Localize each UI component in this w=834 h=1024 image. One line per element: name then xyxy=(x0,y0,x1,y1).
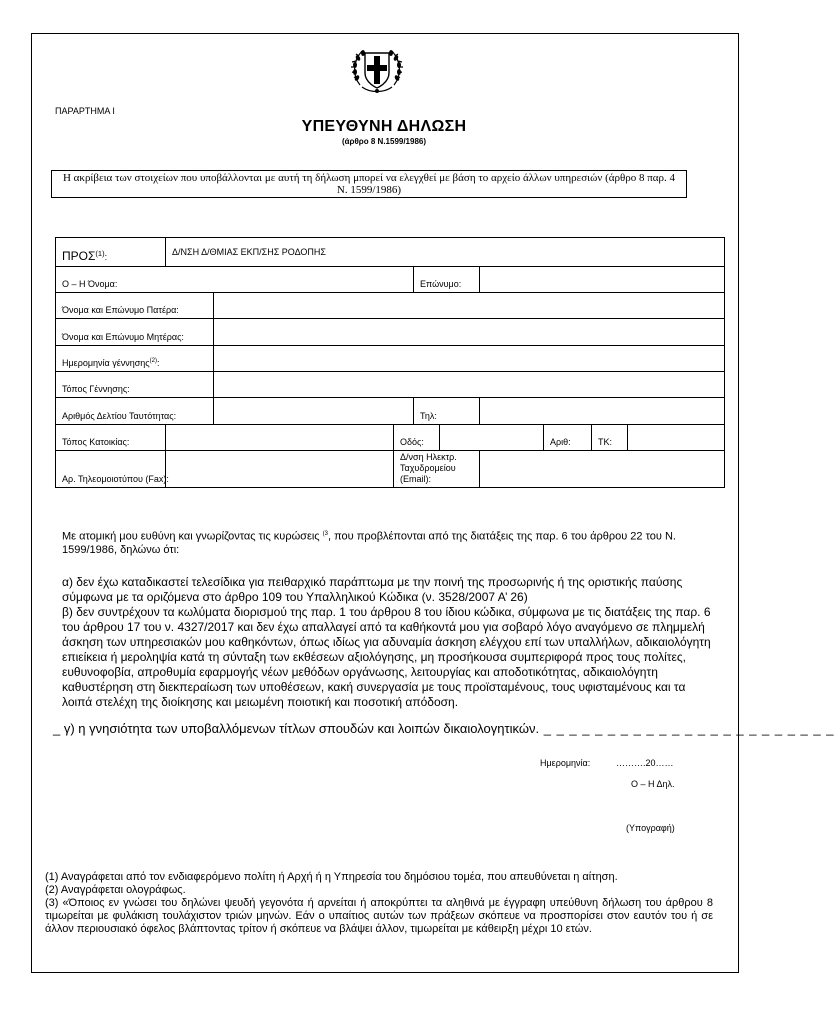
phone-label: Τηλ: xyxy=(414,398,480,425)
date-label: Ημερομηνία: xyxy=(540,758,591,768)
birth-date-label: Ημερομηνία γέννησης$^{(2)}$: xyxy=(56,346,214,372)
form-row-mother xyxy=(56,319,725,346)
birth-place-field[interactable] xyxy=(214,372,725,398)
declarant-label: Ο – Η Δηλ. xyxy=(631,779,675,789)
father-label: Όνομα και Επώνυμο Πατέρα: xyxy=(56,293,214,319)
annex-label: ΠΑΡΑΡΤΗΜΑ Ι xyxy=(55,106,115,116)
surname-field[interactable] xyxy=(480,267,725,293)
birth-date-field[interactable] xyxy=(214,346,725,372)
document-title: ΥΠΕΥΘΥΝΗ ΔΗΛΩΣΗ xyxy=(301,118,467,135)
to-label: ΠΡΟΣ$^{(1)}$: xyxy=(56,238,166,267)
footnote-2: (2) Αναγράφεται ολογράφως. xyxy=(45,884,186,896)
postal-field[interactable] xyxy=(628,425,725,451)
mother-label: Όνομα και Επώνυμο Μητέρας: xyxy=(56,319,214,346)
postal-label: ΤΚ: xyxy=(592,425,628,451)
form-row-to xyxy=(56,238,725,267)
declaration-item-a: α) δεν έχω καταδικαστεί τελεσίδικα για πειθαρχικό παράπτωμα με την ποινή της προσωρινής ή της οριστικής παύσης σύμφωνα με τα οριζόμενα στο άρθρο 109 του Υπαλληλικού Κώδικα (ν. 3528/2007 Α’ 26) xyxy=(62,575,683,604)
residence-field[interactable] xyxy=(166,425,394,451)
signature-label: (Υπογραφή) xyxy=(626,823,675,833)
residence-label: Τόπος Κατοικίας: xyxy=(56,425,166,451)
first-name-label: Ο – Η Όνομα: xyxy=(62,279,118,289)
fax-label: Αρ. Τηλεομοιοτύπου (Fax): xyxy=(56,451,166,488)
declaration-item-b: β) δεν συντρέχουν τα κωλύματα διορισμού της παρ. 1 του άρθρου 8 του ίδιου κώδικα, σύμφωνα με τις διατάξεις της παρ. 6 του άρθρου 17 του ν. 4327/2017 και δεν έχω απαλλαγεί από τα καθήκοντά μου για σοβαρό λόγο αναγόμενο σε πλημμελή άσκηση των υπηρεσιακών μου καθηκόντων, όπως ιδίως για αδυναμία άσκηση ελέγχου επί των υπαλλήλων, αδικαιολόγητη επιείκεια ή μεροληψία κατά τη σύνταξη των εκθέσεων αξιολόγησης, μη προσήκουσα συμπεριφορά προς τους πολίτες, ευθυνοφοβία, απροθυμία εφαρμογής νέων μεθόδων οργάνωσης, λειτουργίας και αποδοτικότητας, αδικαιολόγητη καθυστέρηση στη διεκπεραίωση των υποθέσεων, κακή συνεργασία με τους προϊσταμένους, τους υφισταμένους και τα λοιπά στελέχη της διοίκησης και μειωμένη ποιοτική και ποσοτική απόδοση. xyxy=(62,605,711,709)
to-value[interactable]: Δ/ΝΣΗ Δ/ΘΜΙΑΣ ΕΚΠ/ΣΗΣ ΡΟΔΟΠΗΣ xyxy=(166,238,725,267)
street-field[interactable] xyxy=(440,425,544,451)
footnote-1: (1) Αναγράφεται από τον ενδιαφερόμενο πολίτη ή Αρχή ή η Υπηρεσία του δημόσιου τομέα, που απευθύνεται η αίτηση. xyxy=(45,871,618,883)
first-name-field[interactable] xyxy=(56,267,414,293)
greek-coat-of-arms-icon xyxy=(350,43,404,97)
email-label: Δ/νση Ηλεκτρ. Ταχυδρομείου (Email): xyxy=(394,451,480,488)
surname-label: Επώνυμο: xyxy=(414,267,480,293)
date-value[interactable]: ……….20…… xyxy=(616,758,674,768)
fax-field[interactable] xyxy=(166,451,394,488)
declaration-item-c: _ γ) η γνησιότητα των υποβαλλόμενων τίτλων σπουδών και λοιπών δικαιολογητικών. _ _ _ _ _ _ _ _ _ _ _ _ _ _ _ _ _ _ _ _ _ _ _ xyxy=(53,721,834,736)
id-field[interactable] xyxy=(214,398,414,425)
accuracy-notice: Η ακρίβεια των στοιχείων που υποβάλλονται με αυτή τη δήλωση μπορεί να ελεγχθεί με βάση το αρχείο άλλων υπηρεσιών (άρθρο 8 παρ. 4 Ν. 1599/1986) xyxy=(51,170,687,198)
street-label: Οδός: xyxy=(394,425,440,451)
phone-field[interactable] xyxy=(480,398,725,425)
declaration-intro: Με ατομική μου ευθύνη και γνωρίζοντας τις κυρώσεις $^{(3}$, που προβλέπονται από της διατάξεις της παρ. 6 του άρθρου 22 του Ν. 1599/1986, δηλώνω ότι: xyxy=(62,530,676,556)
form-row-contact xyxy=(56,451,725,488)
form-row-birth-date xyxy=(56,346,725,372)
email-field[interactable] xyxy=(480,451,725,488)
father-field[interactable] xyxy=(214,293,725,319)
form-row-id xyxy=(56,398,725,425)
mother-field[interactable] xyxy=(214,319,725,346)
form-row-name xyxy=(56,267,725,293)
number-label: Αριθ: xyxy=(544,425,592,451)
id-label: Αριθμός Δελτίου Ταυτότητας: xyxy=(56,398,214,425)
document-subtitle: (άρθρο 8 Ν.1599/1986) xyxy=(341,137,427,146)
form-row-birth-place xyxy=(56,372,725,398)
form-row-father xyxy=(56,293,725,319)
form-row-residence xyxy=(56,425,725,451)
declarant-form xyxy=(55,237,725,488)
footnote-3: (3) «Όποιος εν γνώσει του δηλώνει ψευδή γεγονότα ή αρνείται ή αποκρύπτει τα αληθινά με έγγραφη υπεύθυνη δήλωση του άρθρου 8 τιμωρείται με φυλάκιση τουλάχιστον τριών μηνών. Εάν ο υπαίτιος αυτών των πράξεων σκόπευε να προσπορίσει στον εαυτόν του ή σε άλλον περιουσιακό όφελος βλάπτοντας τρίτον ή σκόπευε να βλάψει άλλον, τιμωρείται με κάθειρξη μέχρι 10 ετών. xyxy=(45,897,713,935)
birth-place-label: Τόπος Γέννησης: xyxy=(56,372,214,398)
